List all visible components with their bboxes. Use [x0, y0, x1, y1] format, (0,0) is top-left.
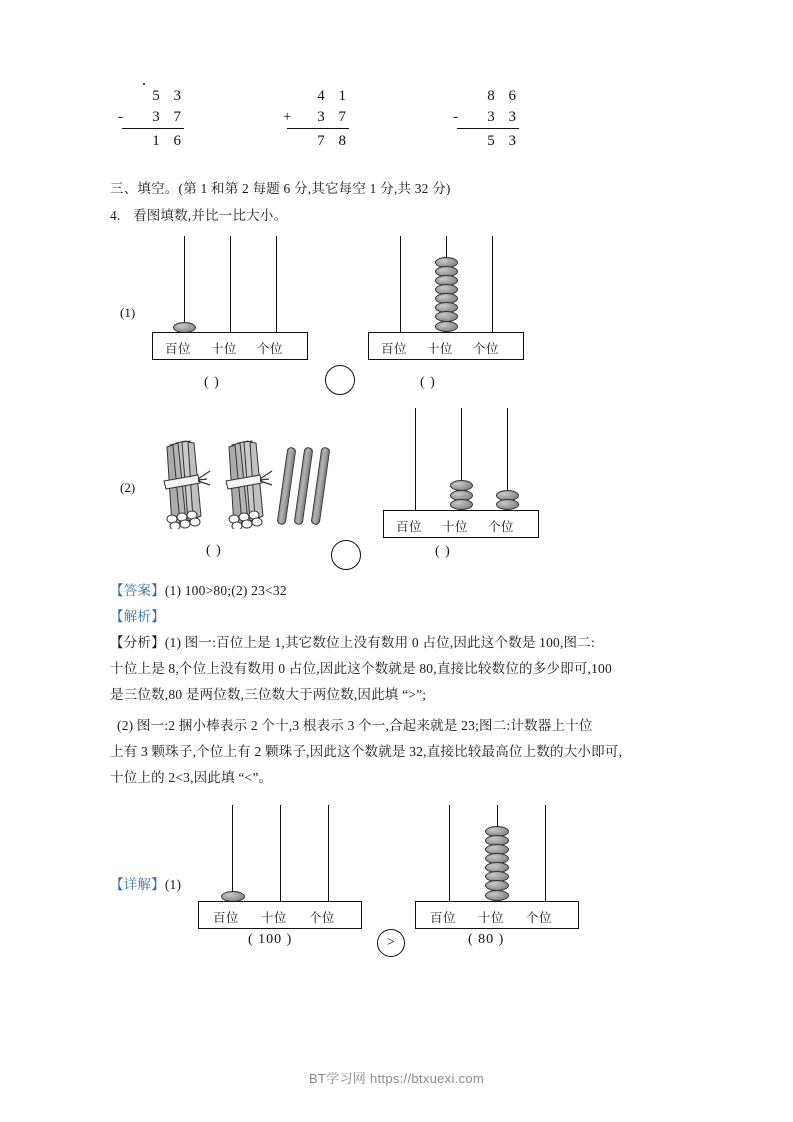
analysis-line-3: 是三位数,80 是两位数,三位数大于两位数,因此填 “>”; [110, 687, 427, 702]
analysis-label: 【分析】 [110, 635, 165, 650]
problem1-left-answer-blank[interactable]: ( ) [204, 375, 220, 390]
detail-right-answer: ( 80 ) [468, 932, 505, 947]
single-stick-3 [311, 447, 331, 525]
problem2-left-answer-blank[interactable]: ( ) [206, 543, 222, 558]
place-label-tens: 十位 [211, 342, 238, 356]
rod-hundreds [184, 236, 185, 332]
problem2-sticks-group [160, 437, 330, 532]
analysis-line-5: 上有 3 颗珠子,个位上有 2 颗珠子,因此这个数就是 32,直接比较最高位上数的大小即可, [110, 744, 623, 759]
arith1-operand-row [110, 106, 202, 128]
arith1-bottom-value: 3 7 [152, 109, 186, 125]
problem2-comparison-circle[interactable] [331, 540, 361, 570]
place-label-ones: 个位 [488, 520, 515, 534]
stick-bundle-2-svg [222, 437, 274, 529]
detail-comparison-circle: > [377, 929, 405, 957]
place-label-ones: 个位 [257, 342, 284, 356]
place-label-tens: 十位 [261, 911, 288, 925]
place-label-ones: 个位 [473, 342, 500, 356]
arith2-top-number [275, 86, 367, 106]
problem1-left-abacus [152, 236, 312, 356]
arithmetic-problem-2 [275, 86, 367, 151]
place-label-tens: 十位 [478, 911, 505, 925]
arith1-top-value: 5 3 [152, 88, 186, 104]
bead-tens-8 [485, 890, 509, 901]
rod-ones [328, 805, 329, 901]
place-label-ones: 个位 [526, 911, 553, 925]
problem2-right-answer-blank[interactable]: ( ) [435, 544, 451, 559]
abacus-frame [198, 901, 362, 929]
abacus-frame [152, 332, 308, 360]
arith2-operand-row [275, 106, 367, 128]
arith2-bottom-value: 3 7 [317, 109, 351, 125]
vertical-arithmetic-row [110, 86, 690, 168]
analysis-line-2: 十位上是 8,个位上没有数用 0 占位,因此这个数就是 80,直接比较数位的多少即可,100 [110, 661, 612, 676]
place-label-hundreds: 百位 [381, 342, 408, 356]
problem1-label: (1) [120, 305, 136, 320]
arith2-result: 7 8 [317, 133, 351, 149]
rod-ones [276, 236, 277, 332]
analysis-text-1: (1) 图一:百位上是 1,其它数位上没有数用 0 占位,因此这个数是 100,图二: [164, 635, 595, 650]
detail-left-abacus [198, 805, 368, 931]
detail-left-answer: ( 100 ) [248, 932, 293, 947]
rod-hundreds [232, 805, 233, 901]
answer-block [110, 578, 287, 604]
place-label-tens: 十位 [442, 520, 469, 534]
rod-hundreds [400, 236, 401, 332]
arith3-top-number [445, 86, 537, 106]
rod-tens [280, 805, 281, 901]
arith3-operator: - [453, 109, 458, 125]
place-label-tens: 十位 [427, 342, 454, 356]
single-stick-1 [277, 447, 297, 525]
bead-tens-8 [435, 321, 458, 332]
answer-label: 【答案】 [110, 583, 165, 598]
problem1-right-abacus [368, 236, 528, 356]
rod-ones [545, 805, 546, 901]
arith3-result: 5 3 [487, 133, 521, 149]
footer-watermark: BT学习网 https://btxuexi.com [308, 1071, 485, 1086]
stick-bundle-1-svg [160, 437, 212, 529]
detail-label: 【详解】 [110, 877, 165, 892]
rod-hundreds [449, 805, 450, 901]
explanation-label: 【解析】 [110, 609, 165, 624]
problem2-right-abacus [383, 408, 543, 534]
rod-hundreds [415, 408, 416, 510]
arith3-top-value: 8 6 [487, 88, 521, 104]
arith1-operator: - [118, 109, 123, 125]
arith2-top-value: 4 1 [317, 88, 351, 104]
arith1-top-number [110, 86, 202, 106]
stick-bundle-2 [222, 437, 272, 527]
arith3-operand-row [445, 106, 537, 128]
analysis-line-1 [110, 630, 595, 656]
problem1-right-answer-blank[interactable]: ( ) [420, 375, 436, 390]
place-label-hundreds: 百位 [165, 342, 192, 356]
rod-ones [492, 236, 493, 332]
place-label-hundreds: 百位 [430, 911, 457, 925]
problem2-label: (2) [120, 480, 136, 495]
single-stick-2 [294, 447, 314, 525]
abacus-frame [415, 901, 579, 929]
arith3-bottom-value: 3 3 [487, 109, 521, 125]
bead-tens-3 [450, 499, 473, 510]
answer-text: (1) 100>80;(2) 23<32 [164, 583, 287, 598]
question-text: 看图填数,并比一比大小。 [133, 208, 288, 223]
stick-bundle-1 [160, 437, 210, 527]
analysis-line-4: (2) 图一:2 捆小棒表示 2 个十,3 根表示 3 个一,合起来就是 23;图二:计数器上十位 [117, 718, 593, 733]
abacus-frame [383, 510, 539, 538]
rod-tens [230, 236, 231, 332]
arithmetic-problem-1 [110, 86, 202, 151]
place-label-hundreds: 百位 [213, 911, 240, 925]
bead-ones-2 [496, 499, 519, 510]
analysis-line-6: 十位上的 2<3,因此填 “<”。 [110, 770, 273, 785]
arith2-operator: + [283, 109, 292, 125]
arith1-result: 1 6 [152, 133, 186, 149]
borrow-dot-icon [143, 83, 145, 85]
detail-sublabel: (1) [164, 877, 182, 892]
place-label-hundreds: 百位 [396, 520, 423, 534]
detail-block-label [110, 872, 181, 898]
arithmetic-problem-3 [445, 86, 537, 151]
problem1-comparison-circle[interactable] [325, 365, 355, 395]
detail-right-abacus [415, 805, 585, 931]
place-label-ones: 个位 [309, 911, 336, 925]
abacus-frame [368, 332, 524, 360]
section-heading: 三、填空。(第 1 和第 2 每题 6 分,其它每空 1 分,共 32 分) [110, 181, 451, 196]
question-number: 4. [110, 208, 121, 223]
